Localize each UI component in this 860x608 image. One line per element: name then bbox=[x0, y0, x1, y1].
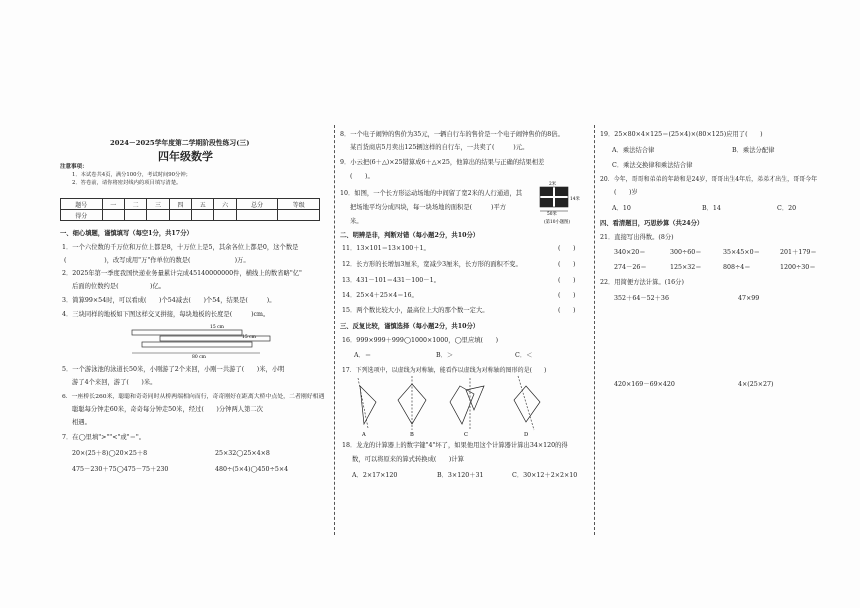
q20-option-b: B．14 bbox=[702, 205, 721, 212]
q20-option-c: C．20 bbox=[777, 205, 797, 212]
q16-option-a: A．＝ bbox=[354, 352, 372, 359]
q18-line-a: 18．龙龙的计算器上的数字键"4"坏了，如果他用这个计算器计算出34×120的得 bbox=[342, 442, 568, 449]
exam-title: 2024－2025学年度第二学期阶段性练习(三) bbox=[110, 139, 250, 147]
q4-label-15a: 15 cm bbox=[210, 325, 224, 330]
q22-item: 352＋64－52＋36 bbox=[614, 295, 669, 302]
q17-option-c: C bbox=[464, 432, 468, 438]
q13: 13．431－101＝431－100－1。 bbox=[342, 277, 440, 284]
q18-option-a: A．2×17×120 bbox=[352, 472, 398, 479]
q16-option-c: C．＜ bbox=[515, 352, 533, 359]
score-row-label: 得分 bbox=[61, 210, 103, 221]
q16-option-b: B．＞ bbox=[436, 352, 454, 359]
q1-line-b: ( )，改写成用"万"作单位的数是( )万。 bbox=[64, 257, 250, 264]
q9-line-a: 9．小云把(6＋△)×25错算成6＋△×25，他算出的结果与正确的结果相差 bbox=[340, 159, 545, 166]
q22-title: 22．用简便方法计算。(16分) bbox=[600, 279, 684, 286]
q9-line-b: ( )。 bbox=[350, 173, 374, 180]
q11: 11．13×101＝13×100＋1。 bbox=[342, 245, 430, 252]
q12: 12．长方形的长增加3厘米，宽减少3厘米，长方形的面积不变。 bbox=[342, 261, 522, 268]
q11-answer-paren: ( ) bbox=[558, 245, 576, 252]
q7-title: 7．在◯里填">""<"或"＝"。 bbox=[62, 434, 146, 441]
q7-item-1: 20×(25＋8)◯20×25＋8 bbox=[72, 450, 148, 457]
q21-item: 274－26＝ bbox=[614, 264, 647, 271]
q14: 14．25×4＋25×4＝16。 bbox=[342, 292, 418, 299]
score-cell bbox=[192, 210, 214, 221]
score-table-score-row bbox=[61, 210, 320, 221]
q19-option-a: A．乘法结合律 bbox=[612, 147, 655, 154]
section-1-title: 一、细心填题，谨慎填写（每空1分，共17分） bbox=[60, 230, 193, 237]
q7-item-4: 480÷(5×4)◯450÷5×4 bbox=[215, 466, 289, 473]
q21-item: 1200÷30＝ bbox=[780, 264, 816, 271]
q6-line-c: 相遇。 bbox=[72, 419, 91, 426]
q18-line-b: 数，可以将原来的算式转换成( )计算 bbox=[352, 456, 464, 463]
section-2-title: 二、明辨是非，判断对错（每小题2分，共10分） bbox=[340, 232, 480, 239]
score-header-cell: 二 bbox=[124, 199, 146, 210]
score-cell bbox=[147, 210, 169, 221]
q5-line-a: 5．一个游泳池的泳道长50米，小刚游了2个来回，小刚一共游了( )米，小明 bbox=[62, 366, 285, 373]
q7-item-2: 25×32◯25×4×8 bbox=[215, 450, 270, 457]
q21-item: 201＋179＝ bbox=[780, 249, 817, 256]
q1-line-a: 1．一个六位数的千万位和万位上都是8，十万位上是5，其余各位上都是0，这个数是 bbox=[62, 244, 299, 251]
q17: 17．下列选项中，以虚线为对称轴，能看作以虚线为对称轴的图形的是( ) bbox=[342, 367, 547, 374]
q17-option-d: D bbox=[524, 432, 529, 438]
score-cell bbox=[102, 210, 124, 221]
q6-line-a: 6．一座桥长260米，聪聪和奇奇同时从桥两端相向而行，奇奇刚好在距离大桥中点处，二者刚好相遇 bbox=[62, 394, 325, 400]
q21-item: 808÷4＝ bbox=[723, 264, 751, 271]
score-header-cell: 六 bbox=[214, 199, 236, 210]
q10-fig-caption: (第10小题图) bbox=[544, 220, 571, 225]
column-divider-right bbox=[594, 125, 595, 535]
q10-fig-right-label: 14米 bbox=[570, 197, 580, 202]
score-header-cell: 三 bbox=[147, 199, 169, 210]
q21-item: 340×20＝ bbox=[614, 249, 646, 256]
q7-item-3: 475－230＋75◯475－75＋230 bbox=[72, 466, 169, 473]
q10-fig-bottom-label: 50米 bbox=[547, 212, 557, 217]
q8-line-b: 某百货商店5月卖出125辆这样的自行车，一共卖了( )元。 bbox=[350, 144, 529, 151]
section-3-title: 三、反复比较，谨慎选择（每小题2分，共10分） bbox=[340, 323, 480, 330]
score-cell bbox=[214, 210, 236, 221]
q4: 4．三块同样的地板如下图这样交叉拼接，每块地板的长度是( )cm。 bbox=[62, 311, 270, 318]
q17-option-a: A bbox=[362, 432, 366, 438]
score-header-cell: 题号 bbox=[61, 199, 103, 210]
q18-option-b: B．3×120＋31 bbox=[437, 472, 484, 479]
notice-line-1: 1．本试卷共4页，满分100分，考试时间90分钟； bbox=[72, 172, 191, 178]
q10-line-b: 把场地平均分成四块，每一块场地的面积是( )平方 bbox=[350, 204, 507, 211]
score-header-cell: 总分 bbox=[236, 199, 278, 210]
q20-option-a: A．10 bbox=[612, 205, 631, 212]
q19: 19．25×80×4×125＝(25×4)×(80×125)应用了( ) bbox=[600, 131, 763, 138]
q5-line-b: 游了4个来回，游了( )米。 bbox=[72, 379, 157, 386]
q15: 15．两个数比较大小，最高位上大的那个数一定大。 bbox=[342, 307, 489, 314]
q12-answer-paren: ( ) bbox=[558, 261, 576, 268]
q22-item: 420×169－69×420 bbox=[614, 381, 675, 388]
score-header-cell: 等级 bbox=[278, 199, 320, 210]
q16: 16．999×999＋999◯1000×1000，◯里应填( ) bbox=[342, 337, 499, 344]
q22-item: 4×(25×27) bbox=[738, 381, 774, 388]
q10-field-diagram bbox=[532, 180, 590, 228]
q21-title: 21．直接写出得数。(8分) bbox=[600, 234, 674, 241]
score-table bbox=[60, 198, 320, 221]
q22-item: 47×99 bbox=[738, 295, 760, 302]
column-divider-left bbox=[334, 125, 335, 535]
q19-option-b: B．乘法分配律 bbox=[732, 147, 775, 154]
q13-answer-paren: ( ) bbox=[558, 277, 576, 284]
q4-floor-diagram bbox=[130, 322, 270, 362]
q6-line-b: 聪聪每分钟走60米，奇奇每分钟走50米，经过( )分钟两人第二次 bbox=[72, 406, 263, 413]
q15-answer-paren: ( ) bbox=[558, 307, 576, 314]
q10-line-c: 米。 bbox=[350, 218, 363, 225]
q8-line-a: 8．一个电子闹钟的售价为35元，一辆自行车的售价是一个电子闹钟售价的8倍。 bbox=[340, 131, 564, 138]
score-header-cell: 五 bbox=[192, 199, 214, 210]
q4-label-15b: 15 cm bbox=[242, 335, 256, 340]
q2-line-a: 2．2025年第一季度我国快递业务量累计完成45140000000件，横线上的数省略"亿" bbox=[62, 270, 302, 277]
section-4-title: 四、看清题目，巧思妙算（共24分） bbox=[600, 220, 704, 227]
score-table-header-row bbox=[61, 199, 320, 210]
score-cell bbox=[169, 210, 191, 221]
q21-item: 35×45×0＝ bbox=[723, 249, 760, 256]
score-cell bbox=[236, 210, 278, 221]
q19-option-c: C．乘法交换律和乘法结合律 bbox=[612, 162, 693, 169]
score-header-cell: 一 bbox=[102, 199, 124, 210]
score-cell bbox=[124, 210, 146, 221]
q20-line-a: 20．今年，哥哥和弟弟的年龄和是24岁，哥哥出生4年后，弟弟才出生，哥哥今年 bbox=[600, 176, 818, 183]
q10-line-a: 10．如图，一个长方形运动场地的中间留了宽2米的人行通道，其 bbox=[340, 190, 523, 197]
q3: 3．简算99×54时，可以看成( )个54减去( )个54，结果是( )。 bbox=[62, 297, 276, 304]
q10-fig-top-label: 2米 bbox=[549, 182, 557, 187]
score-cell bbox=[278, 210, 320, 221]
q2-line-b: 后面的位数约是( )亿。 bbox=[72, 283, 166, 290]
q21-item: 300÷60＝ bbox=[670, 249, 702, 256]
q4-label-80: 80 cm bbox=[192, 355, 206, 360]
subject-title: 四年级数学 bbox=[158, 150, 213, 163]
q18-option-c: C．30×12＋2×2×10 bbox=[512, 472, 578, 479]
score-header-cell: 四 bbox=[169, 199, 191, 210]
q17-shapes bbox=[350, 374, 570, 436]
q20-line-b: ( )岁 bbox=[614, 189, 638, 196]
notice-line-2: 2．答卷前，请你将密封线内的项目填写清楚。 bbox=[72, 180, 182, 186]
q21-item: 125×32＝ bbox=[670, 264, 702, 271]
q14-answer-paren: ( ) bbox=[558, 292, 576, 299]
q17-option-b: B bbox=[410, 432, 414, 438]
notice-title: 注意事项： bbox=[60, 164, 88, 170]
